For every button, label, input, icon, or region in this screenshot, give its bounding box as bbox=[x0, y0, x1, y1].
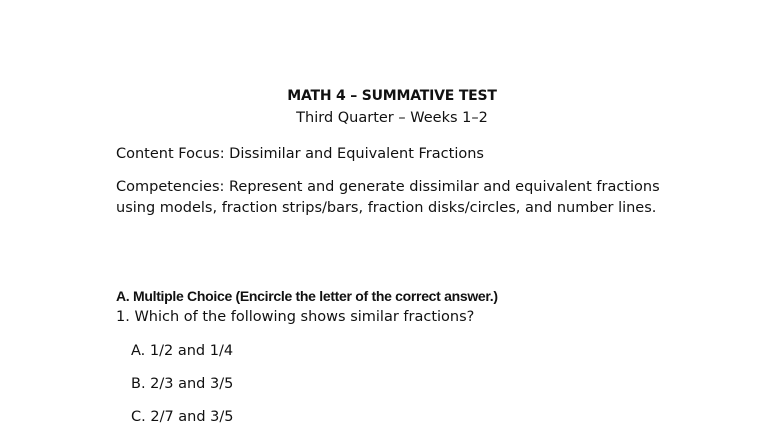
question-1: 1. Which of the following shows similar fractions? bbox=[116, 309, 475, 325]
test-subtitle: Third Quarter – Weeks 1–2 bbox=[296, 110, 488, 126]
test-title: MATH 4 – SUMMATIVE TEST bbox=[287, 88, 497, 104]
choice-a: A. 1/2 and 1/4 bbox=[131, 343, 234, 359]
content-focus: Content Focus: Dissimilar and Equivalent Fractions bbox=[116, 146, 484, 162]
section-a-heading: A. Multiple Choice (Encircle the letter of the correct answer.) bbox=[116, 288, 498, 304]
competencies: Competencies: Represent and generate dissimilar and equivalent fractions using models, fraction strips/bars, fraction disks/circles, and number lines. bbox=[116, 179, 660, 216]
choice-b: B. 2/3 and 3/5 bbox=[131, 376, 234, 392]
choice-c: C. 2/7 and 3/5 bbox=[131, 409, 234, 425]
